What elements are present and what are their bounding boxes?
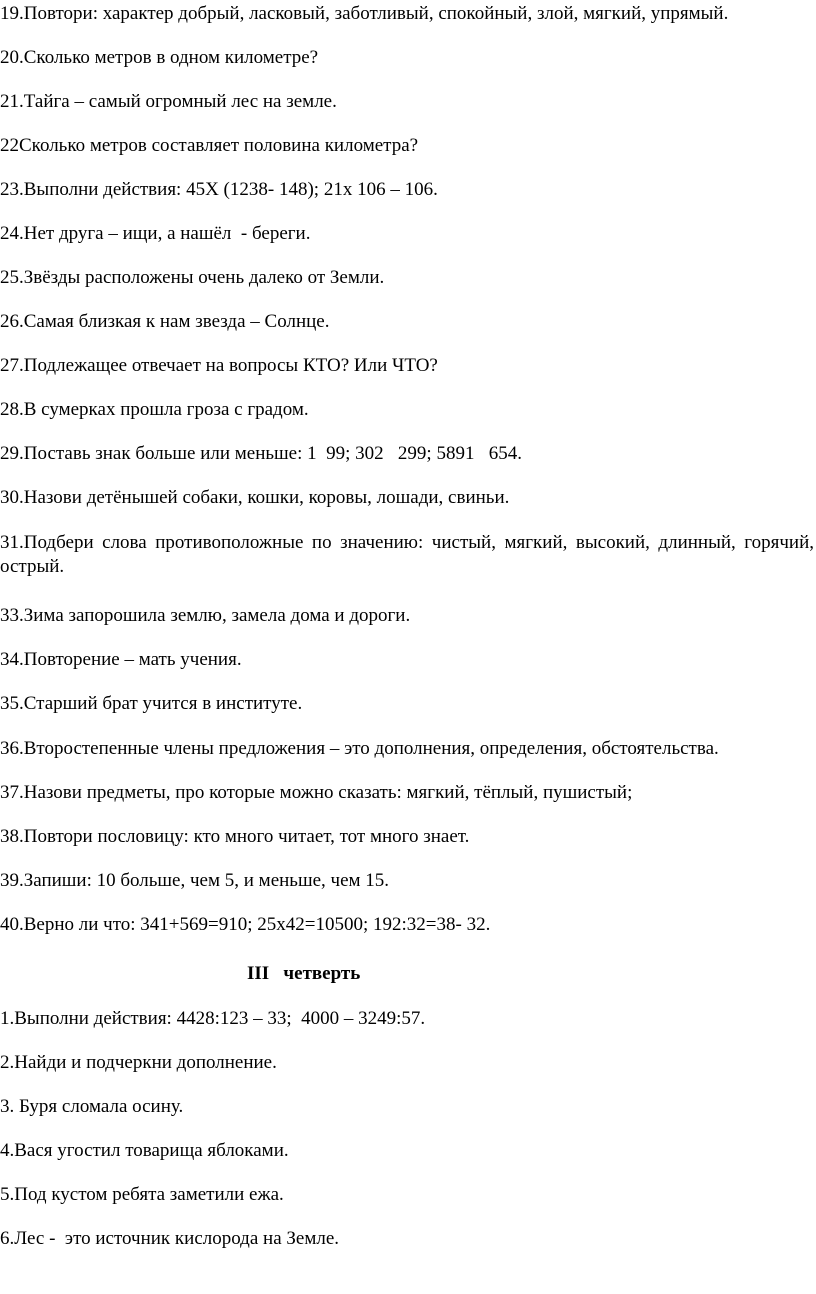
text-line-19: 19.Повтори: характер добрый, ласковый, заботливый, спокойный, злой, мягкий, упрямый. [0, 3, 729, 24]
section-line-3: 3. Буря сломала осину. [0, 1096, 184, 1117]
text-line-21: 21.Тайга – самый огромный лес на земле. [0, 91, 337, 112]
text-line-35: 35.Старший брат учится в институте. [0, 693, 303, 714]
text-line-25: 25.Звёзды расположены очень далеко от Земли. [0, 267, 385, 288]
text-line-39: 39.Запиши: 10 больше, чем 5, и меньше, чем 15. [0, 870, 390, 891]
text-line-33: 33.Зима запорошила землю, замела дома и дороги. [0, 605, 411, 626]
section-line-4: 4.Вася угостил товарища яблоками. [0, 1140, 289, 1161]
text-line-22: 22Сколько метров составляет половина километра? [0, 135, 419, 156]
text-line-28: 28.В сумерках прошла гроза с градом. [0, 399, 309, 420]
section-heading: III четверть [247, 963, 361, 984]
text-line-20: 20.Сколько метров в одном километре? [0, 47, 319, 68]
text-line-40: 40.Верно ли что: 341+569=910; 25х42=10500; 192:32=38- 32. [0, 914, 491, 935]
text-line-31: 31.Подбери слова противоположные по значению: чистый, мягкий, высокий, длинный, горячий, острый. [0, 532, 814, 577]
text-line-23: 23.Выполни действия: 45Х (1238- 148); 21х 106 – 106. [0, 179, 438, 200]
text-line-38: 38.Повтори пословицу: кто много читает, тот много знает. [0, 826, 470, 847]
section-line-1: 1.Выполни действия: 4428:123 – 33; 4000 – 3249:57. [0, 1008, 426, 1029]
text-line-37: 37.Назови предметы, про которые можно сказать: мягкий, тёплый, пушистый; [0, 782, 633, 803]
text-line-29: 29.Поставь знак больше или меньше: 1 99; 302 299; 5891 654. [0, 443, 522, 464]
text-line-24: 24.Нет друга – ищи, а нашёл - береги. [0, 223, 311, 244]
text-line-27: 27.Подлежащее отвечает на вопросы КТО? Или ЧТО? [0, 355, 438, 376]
section-line-2: 2.Найди и подчеркни дополнение. [0, 1052, 277, 1073]
text-line-34: 34.Повторение – мать учения. [0, 649, 242, 670]
text-line-30: 30.Назови детёнышей собаки, кошки, коровы, лошади, свиньи. [0, 487, 510, 508]
section-line-5: 5.Под кустом ребята заметили ежа. [0, 1184, 284, 1205]
text-line-26: 26.Самая близкая к нам звезда – Солнце. [0, 311, 330, 332]
text-line-36: 36.Второстепенные члены предложения – это дополнения, определения, обстоятельства. [0, 738, 719, 759]
section-line-6: 6.Лес - это источник кислорода на Земле. [0, 1228, 340, 1249]
